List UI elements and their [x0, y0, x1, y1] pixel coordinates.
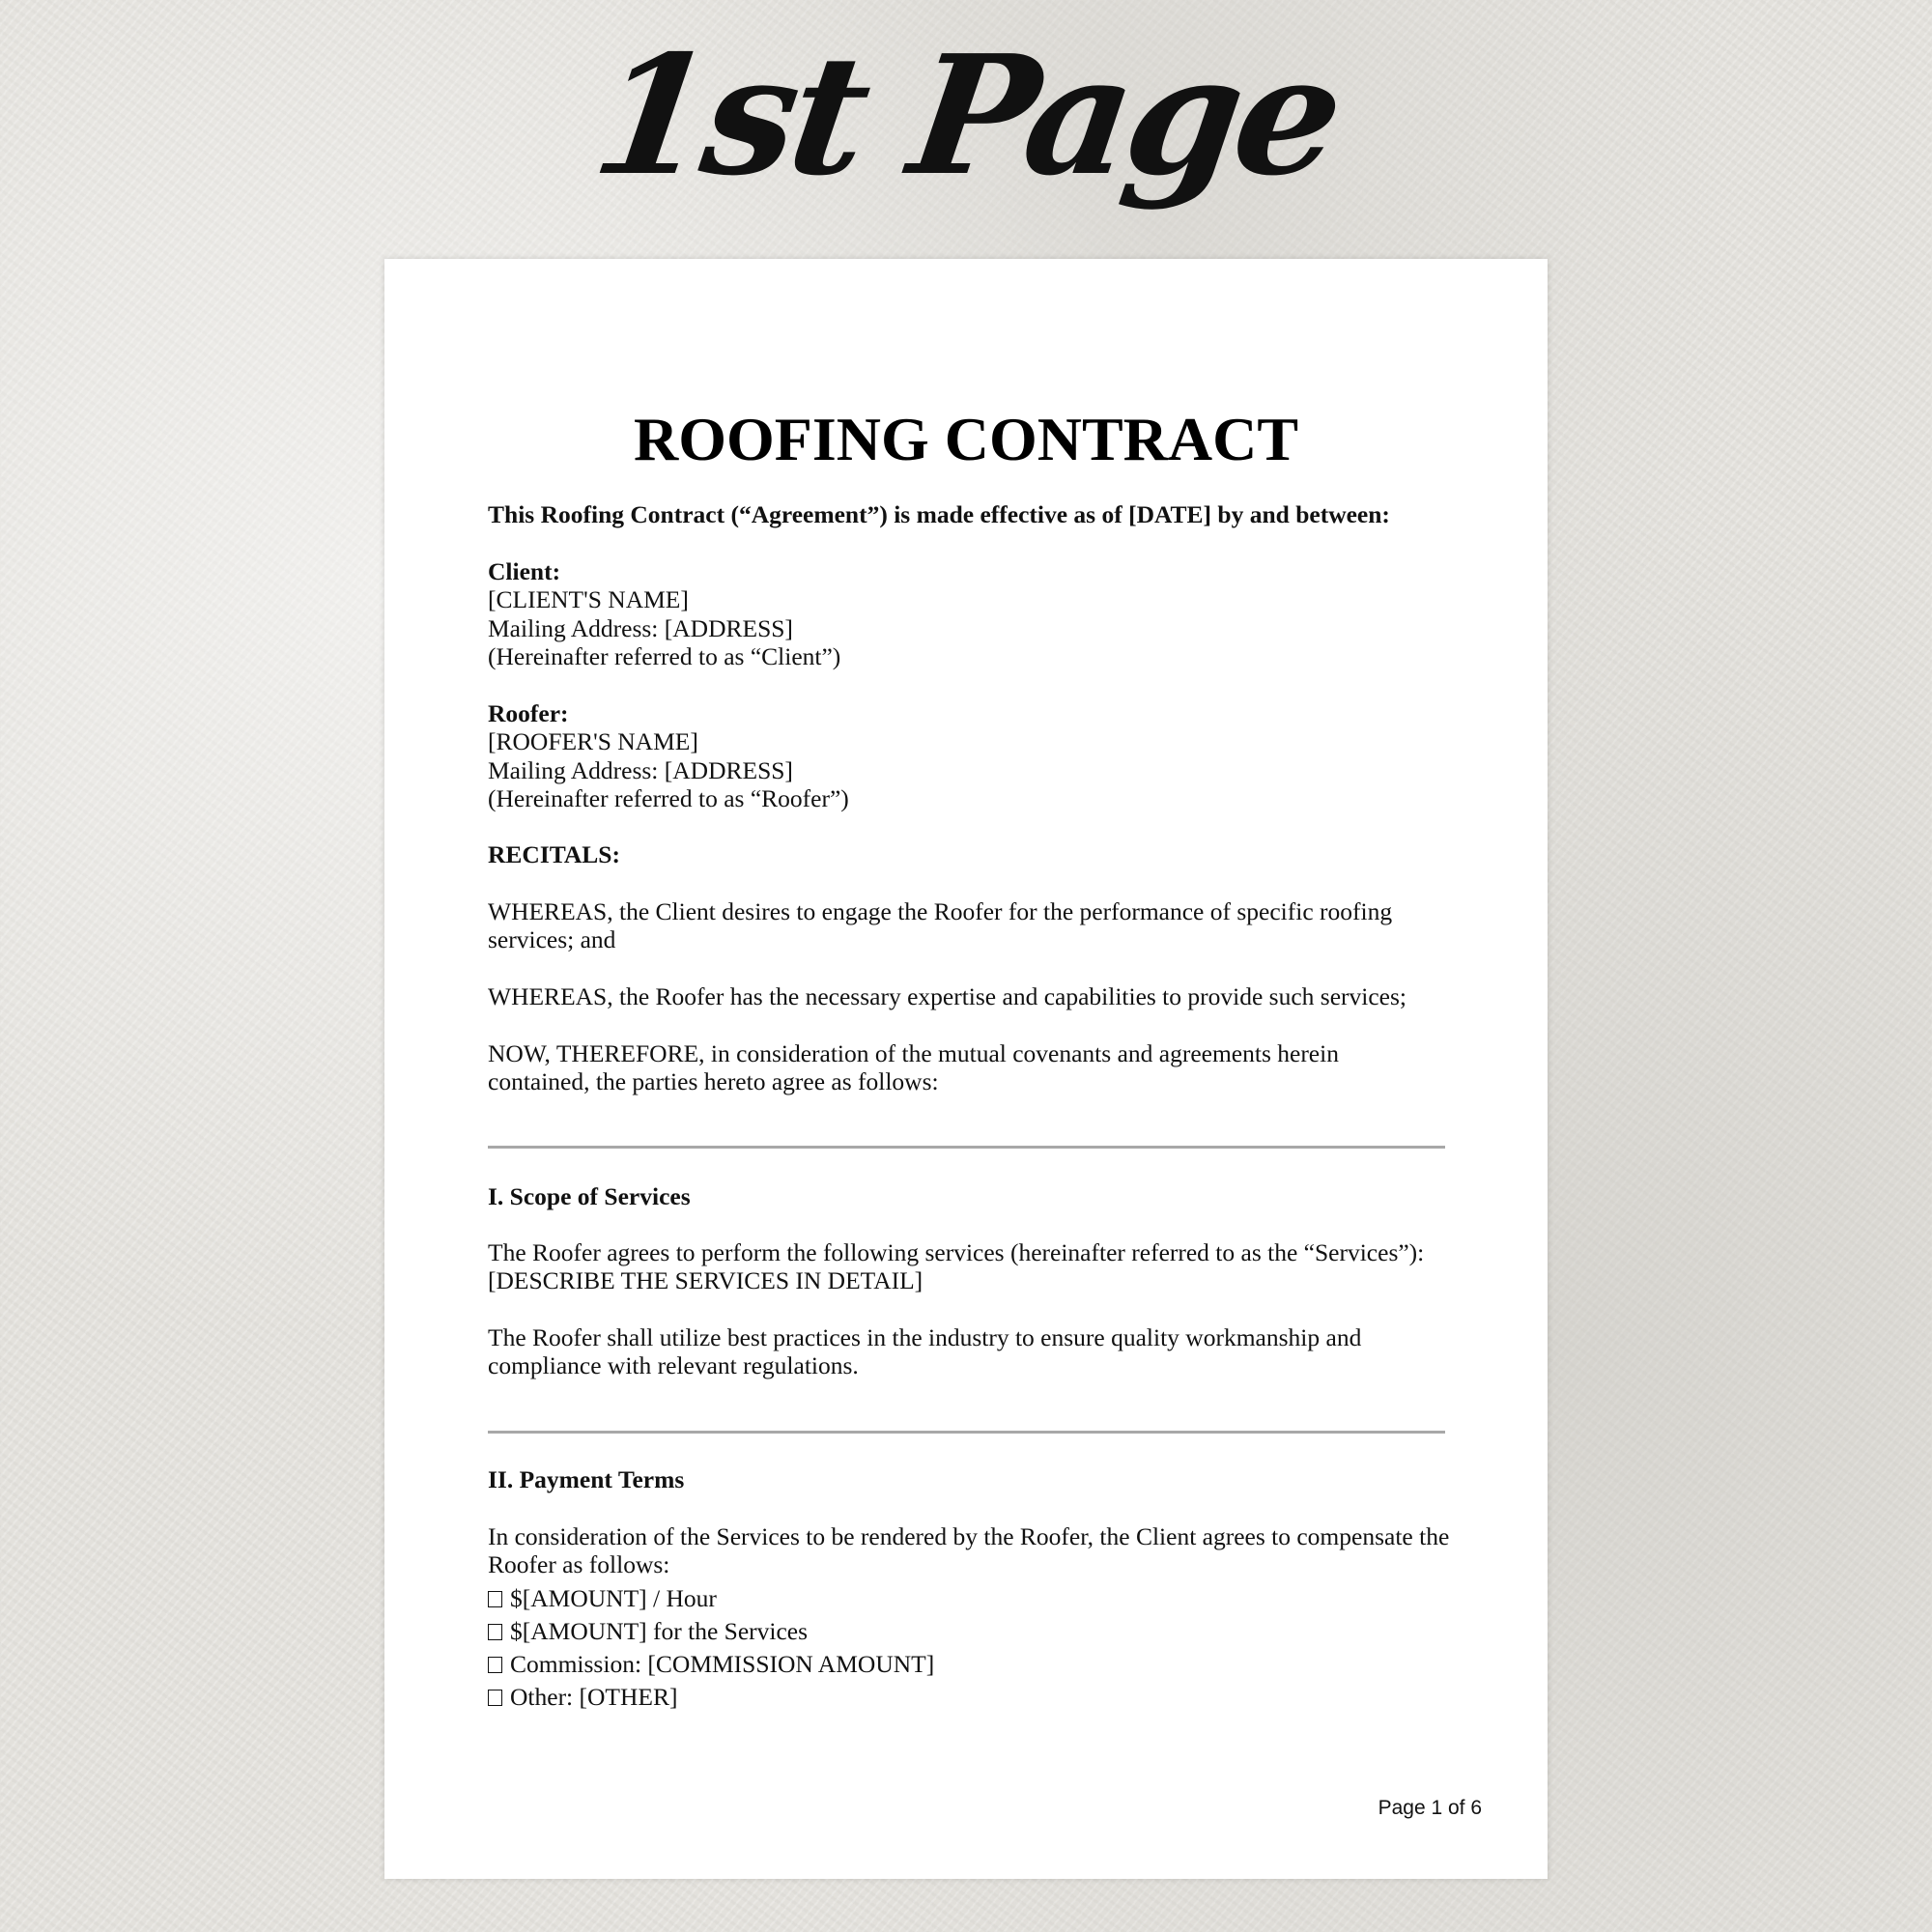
checkbox-icon[interactable] — [488, 1690, 502, 1706]
intro-text: This Roofing Contract (“Agreement”) is made effective as of [DATE] by and between: — [488, 500, 1390, 528]
roofer-address: Mailing Address: [ADDRESS] — [488, 755, 793, 784]
scope-paragraph — [488, 1238, 1492, 1295]
section-heading: II. Payment Terms — [488, 1465, 685, 1493]
checkbox-icon[interactable] — [488, 1657, 502, 1673]
option-label: $[AMOUNT] / Hour — [510, 1584, 717, 1612]
scope-paragraph: The Roofer shall utilize best practices in the industry to ensure quality workmanship and compliance with relevant regulations. — [488, 1323, 1362, 1380]
payment-option[interactable] — [488, 1582, 1454, 1615]
section-heading: I. Scope of Services — [488, 1182, 691, 1210]
recitals-heading: RECITALS: — [488, 840, 620, 868]
document-page — [384, 259, 1548, 1879]
recital-paragraph: NOW, THEREFORE, in consideration of the mutual covenants and agreements herein contained, the parties hereto agree as follows: — [488, 1039, 1339, 1096]
recital-paragraph: WHEREAS, the Roofer has the necessary expertise and capabilities to provide such services; — [488, 982, 1406, 1010]
payment-options — [488, 1582, 1454, 1714]
page-number: Page 1 of 6 — [1378, 1797, 1482, 1819]
roofer-name: [ROOFER'S NAME] — [488, 727, 698, 756]
banner-heading: 1st Page — [582, 19, 1350, 213]
payment-paragraph: In consideration of the Services to be rendered by the Roofer, the Client agrees to compensate the Roofer as follows: — [488, 1522, 1450, 1579]
payment-option[interactable] — [488, 1681, 1454, 1714]
recital-paragraph: WHEREAS, the Client desires to engage the Roofer for the performance of specific roofing services; and — [488, 897, 1393, 954]
option-label: $[AMOUNT] for the Services — [510, 1617, 809, 1645]
section-divider — [488, 1146, 1445, 1149]
payment-option[interactable] — [488, 1648, 1454, 1681]
section-divider — [488, 1431, 1445, 1434]
document-title: ROOFING CONTRACT — [633, 405, 1299, 473]
payment-option[interactable] — [488, 1615, 1454, 1648]
client-name: [CLIENT'S NAME] — [488, 585, 689, 614]
client-block — [488, 557, 1454, 671]
checkbox-icon[interactable] — [488, 1591, 502, 1607]
client-ref: (Hereinafter referred to as “Client”) — [488, 642, 841, 671]
scope-placeholder: [DESCRIBE THE SERVICES IN DETAIL] — [488, 1266, 923, 1295]
roofer-label: Roofer: — [488, 699, 569, 727]
client-label: Client: — [488, 557, 561, 585]
scope-text: The Roofer agrees to perform the following services (hereinafter referred to as the “Services”): — [488, 1238, 1425, 1266]
option-label: Other: [OTHER] — [510, 1683, 678, 1711]
checkbox-icon[interactable] — [488, 1624, 502, 1640]
client-address: Mailing Address: [ADDRESS] — [488, 613, 793, 642]
roofer-block — [488, 699, 1454, 813]
roofer-ref: (Hereinafter referred to as “Roofer”) — [488, 784, 849, 813]
option-label: Commission: [COMMISSION AMOUNT] — [510, 1650, 935, 1678]
